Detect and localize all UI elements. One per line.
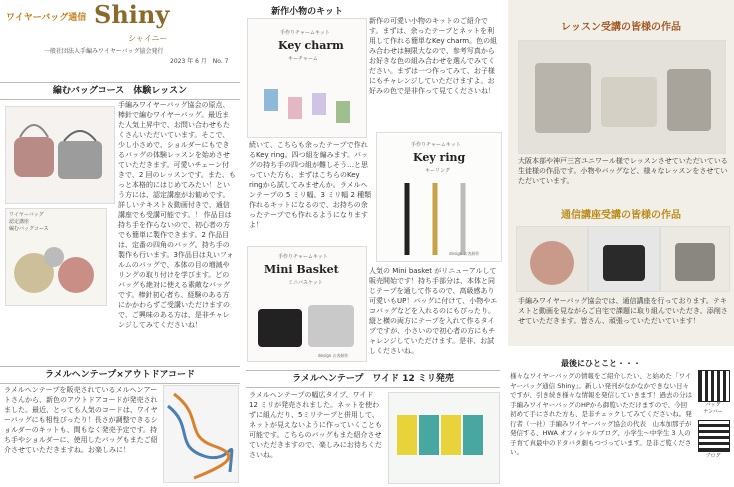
closing-heading: 最後にひとこと・・・	[561, 359, 641, 368]
black-bag-illustration	[589, 227, 659, 291]
newsletter-subtitle: シャイニー	[128, 34, 168, 43]
kit-body-mid: 続いて、こちらも余ったテープで作れるKey ring。四つ組を編みます。バッグの持ち手の四つ組が難しそう…と思っていた方も、まずはこちらのKey ringから試してみませんか。ラメルヘンテープの 5 ミリ幅、3 ミリ幅 2 種類作れるキットになるので、お持ちの余ったテープでも作れるようになりますよ！	[249, 141, 372, 229]
mini-basket-kana: ミニバスケット	[288, 280, 323, 286]
correspondence-photo-1	[516, 226, 588, 292]
course-bags-photo	[5, 106, 115, 204]
key-charm-kana: キーチャーム	[288, 56, 318, 62]
publisher: 一般社団法人手編みワイヤーバッグ協会発行	[44, 48, 164, 55]
qr2-label: ブログ	[705, 453, 721, 459]
closing-body: 様々なワイヤーバッグの情報をご紹介したい、と始めた「ワイヤーバッグ通信 Shiny」。新しい発刊がなかなかできない日々ですが、引き続き様々な情報を発信していきます！過去の分は手編みワイヤーバッグのHPから御覧いただけますので、今回初めて手にされた方も、是非チェックしてみてくださいね。発行者（一社）手編みワイヤーバッグ協会の代表 山本加那子が発信する、HWA オフィシャルブログ、小学生〜中学生 3 人の子育て真最中のドタバタ劇もつづっています。是非ご覧ください。	[510, 372, 692, 456]
gray-bag-illustration	[661, 227, 729, 291]
outdoor-cord-photo	[163, 385, 239, 483]
outdoor-body: ラメルヘンテープを販売されているメルヘンアートさんから、新色のアウトドアコードが発売されました。最近、とっても人気のコードは、ワイヤーバッグにも相性ぴったり！長さが調整できるショルダーのキットも、間もなく発売予定です。持ち手やショルダーに、使用したバッグもまたご紹介させていただきますね。お楽しみに！	[4, 386, 158, 454]
series-label: ワイヤーバッグ通信	[6, 13, 87, 23]
kit-body-right: 新作の可愛い小物のキットのご紹介です。まずは、余ったテープとネットを利用して作れる簡単なKey charm。色の組み合わせは無限大なので、参考写真からお好きな色の組み合わせを選んでみてください。まずは一つ作ってみて、お子様にもチャレンジしていただけますよ。お好みの色で是非作って見てくださいね！	[369, 17, 498, 95]
correspondence-heading: 通信講座受講の皆様の作品	[561, 210, 681, 221]
issue-date: 2023 年 6 月 No. 7	[170, 58, 229, 65]
key-charm-title: Key charm	[278, 39, 344, 52]
round-bag-illustration	[517, 227, 587, 291]
key-ring-title: Key ring	[413, 151, 466, 164]
masthead	[0, 0, 240, 82]
qr-code-blog[interactable]	[698, 420, 730, 452]
key-ring-small: 手作りチャームキット	[411, 142, 461, 148]
mini-basket-design-note: design お表制作	[318, 353, 349, 358]
bag-set-illustration	[6, 237, 106, 305]
qr-code-backnumber[interactable]	[698, 370, 730, 402]
course-set-photo	[5, 208, 107, 306]
qr1-label: バッグ ナンバー	[703, 402, 723, 415]
course-body: 手編みワイヤーバッグ協会の原点、棒針で編むワイヤーバッグ。最近また人気上昇中で、お問い合わせもたくさんいただいています。そこで、少し小さめで、ショルダーにもできるバッグの体験レッスンを始めさせていただきます。可愛いチェーン付きで、2 回のレッスンです。また、もっと本格的にはじめてみたい！という方には、認定講座がお勧めです。詳しいテキスト＆動画付きで、通信講座でも受講可能です。！ 作品目は持ち手を作らないので、初心者の方でも簡単に製作できます。2 作品目は、定番の四角のバッグ。持ち手の製作も行います。3作品目は丸いフォルムのバッグで、本体の目の増減やリングの取り付けを学びます。どのバッグも絶対に使える素敵なバッグです。棒針初心者ち、経験のある方にかかわらずご受講いただけますので、ご興味のある方は、是非チャレンジしてみてくださいね！	[118, 101, 236, 329]
wide-tape-photo	[388, 392, 500, 484]
lesson-body: 大阪本部や神戸三宮ユニワール様でレッスンさせていただいている生徒様の作品です。小物やバッグなど、様々なレッスンをさせていただいています。	[518, 157, 728, 185]
wide-tape-illustration	[389, 393, 499, 483]
kit-heading: 新作小物のキット	[271, 7, 343, 17]
mini-basket-photo	[247, 246, 367, 362]
bags-illustration	[6, 107, 114, 203]
key-charm-photo	[247, 18, 367, 138]
newsletter-title: Shiny	[94, 0, 170, 29]
key-ring-photo	[376, 132, 502, 262]
key-ring-kana: キーリング	[425, 168, 450, 174]
mini-basket-illustration	[248, 291, 366, 355]
mini-basket-title: Mini Basket	[264, 263, 339, 276]
mini-basket-small: 手作りチャームキット	[278, 254, 328, 260]
course-heading: 編むバッグコース 体験レッスン	[0, 82, 240, 100]
lesson-bags-illustration	[519, 41, 725, 153]
key-ring-illustration	[377, 177, 501, 261]
key-ring-design-note: design お表制作	[449, 251, 480, 256]
wide-heading: ラメルヘンテープ ワイド 12 ミリ発売	[246, 370, 500, 388]
key-charm-illustration	[248, 67, 366, 137]
key-charm-small: 手作りチャームキット	[280, 30, 330, 36]
lesson-heading: レッスン受講の皆様の作品	[561, 22, 681, 33]
outdoor-heading: ラメルヘンテープ×アウトドアコード	[0, 366, 240, 384]
cord-illustration	[164, 386, 238, 482]
lesson-bags-photo	[518, 40, 726, 154]
correspondence-photo-3	[660, 226, 730, 292]
wide-body: ラメルヘンテープの幅広タイプ、ワイド 12 ミリが発売されました。ネットを使わずに組んだり、5ミリテープと併用して、ネットが見えないように作っていくことも可能です。こちらのバッグもまた紹介させていただきますので、楽しみにお待ちくださいね。	[249, 391, 382, 459]
correspondence-body: 手編みワイヤーバッグ協会では、通信講座を行っております。テキストと動画を見ながらご自宅で課題に取り組んでいただき、添削させていただきます。皆さん、頑張っていただいています！	[518, 297, 728, 325]
mini-basket-body: 人気の Mini basket がリニューアルして販売開始です！持ち手部分は、本体と同じテープを通して作るので、高級感あり可愛いもUP！バッグに付けて、小物やエコバッグなどを入れるのにもぴったり。縦と横の両方にテープを入れて作るタイプですが、小さいので初心者の方にもチャレンジしていただけます。是非、お試しくださいね。	[369, 267, 498, 355]
correspondence-photo-2	[588, 226, 660, 292]
photo-caption: ワイヤーバッグ 認定講座 編むバッグコース	[9, 212, 49, 232]
